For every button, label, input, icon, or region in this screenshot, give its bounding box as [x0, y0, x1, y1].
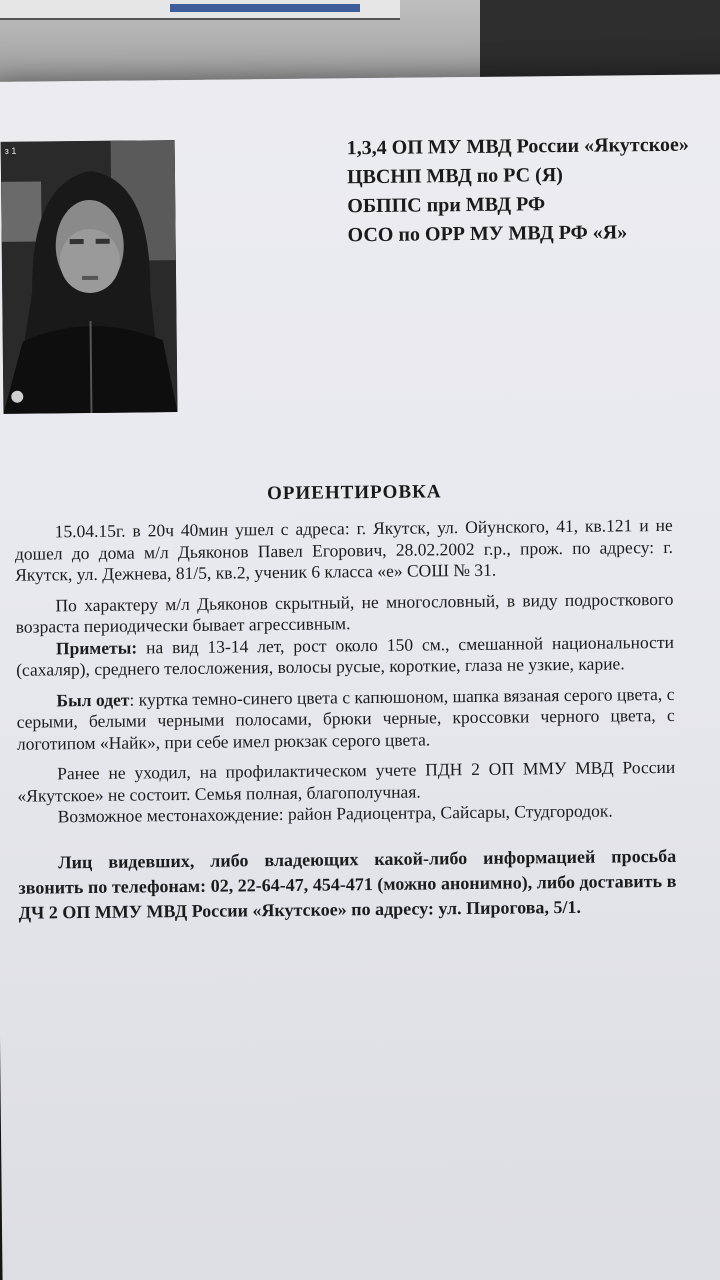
history-paragraph: Ранее не уходил, на профилактическом учете ПДН 2 ОП ММУ МВД России «Якутское» не состоит. Семья полная, благополучная. [17, 756, 676, 806]
clothes-label: Был одет [56, 689, 130, 710]
addressee-line: ОБППС при МВД РФ [347, 193, 546, 218]
addressee-line: ОСО по ОРР МУ МВД РФ «Я» [347, 221, 628, 247]
monitor-screen [0, 0, 400, 20]
signs-text: на вид 13-14 лет, рост около 150 см., смешанной национальности (сахаляр), среднего телосложения, волосы русые, короткие, глаза не узкие, карие. [16, 631, 674, 680]
appeal-paragraph: Лиц видевших, либо владеющих какой-либо информацией просьба звонить по телефонам: 02, 22-64-47, 454-471 (можно анонимно), либо доставить в ДЧ 2 ОП ММУ МВД России «Якутское» по адресу: ул. Пирогова, 5/1. [18, 845, 677, 923]
document-sheet [0, 74, 720, 1280]
photo-corner-label: з 1 [4, 145, 17, 156]
document-title: ОРИЕНТИРОВКА [266, 481, 442, 505]
signs-label: Приметы: [55, 636, 138, 658]
document-body [15, 515, 677, 934]
addressee-line: ЦВСНП МВД по РС (Я) [346, 164, 563, 189]
clothes-text: : куртка темно-синего цвета с капюшоном, шапка вязаная серого цвета, с серыми, белыми черными полосами, брюки черные, кроссовки черного цвета, с логотипом «Найк», при себе имел рюкзак серого цвета. [16, 683, 675, 754]
clothes-paragraph [16, 683, 675, 754]
signs-paragraph [16, 631, 674, 681]
person-portrait-image [1, 140, 178, 414]
addressee-block [347, 131, 690, 251]
missing-person-photo [1, 140, 178, 414]
location-paragraph: Возможное местонахождение: район Радиоцентра, Сайсары, Студгородок. [57, 800, 613, 827]
addressee-line: 1,3,4 ОП МУ МВД России «Якутское» [346, 133, 689, 160]
incident-paragraph: 15.04.15г. в 20ч 40мин ушел с адреса: г. Якутск, ул. Ойунского, 41, кв.121 и не дошел до дома м/л Дьяконов Павел Егорович, 28.02.2002 г.р., прож. по адресу: г. Якутск, ул. Дежнева, 81/5, кв.2, ученик 6 класса «е» СОШ № 31. [14, 514, 674, 585]
character-paragraph: По характеру м/л Дьяконов скрытный, не многословный, в виду подросткового возраста периодически бывает агрессивным. [15, 588, 674, 637]
